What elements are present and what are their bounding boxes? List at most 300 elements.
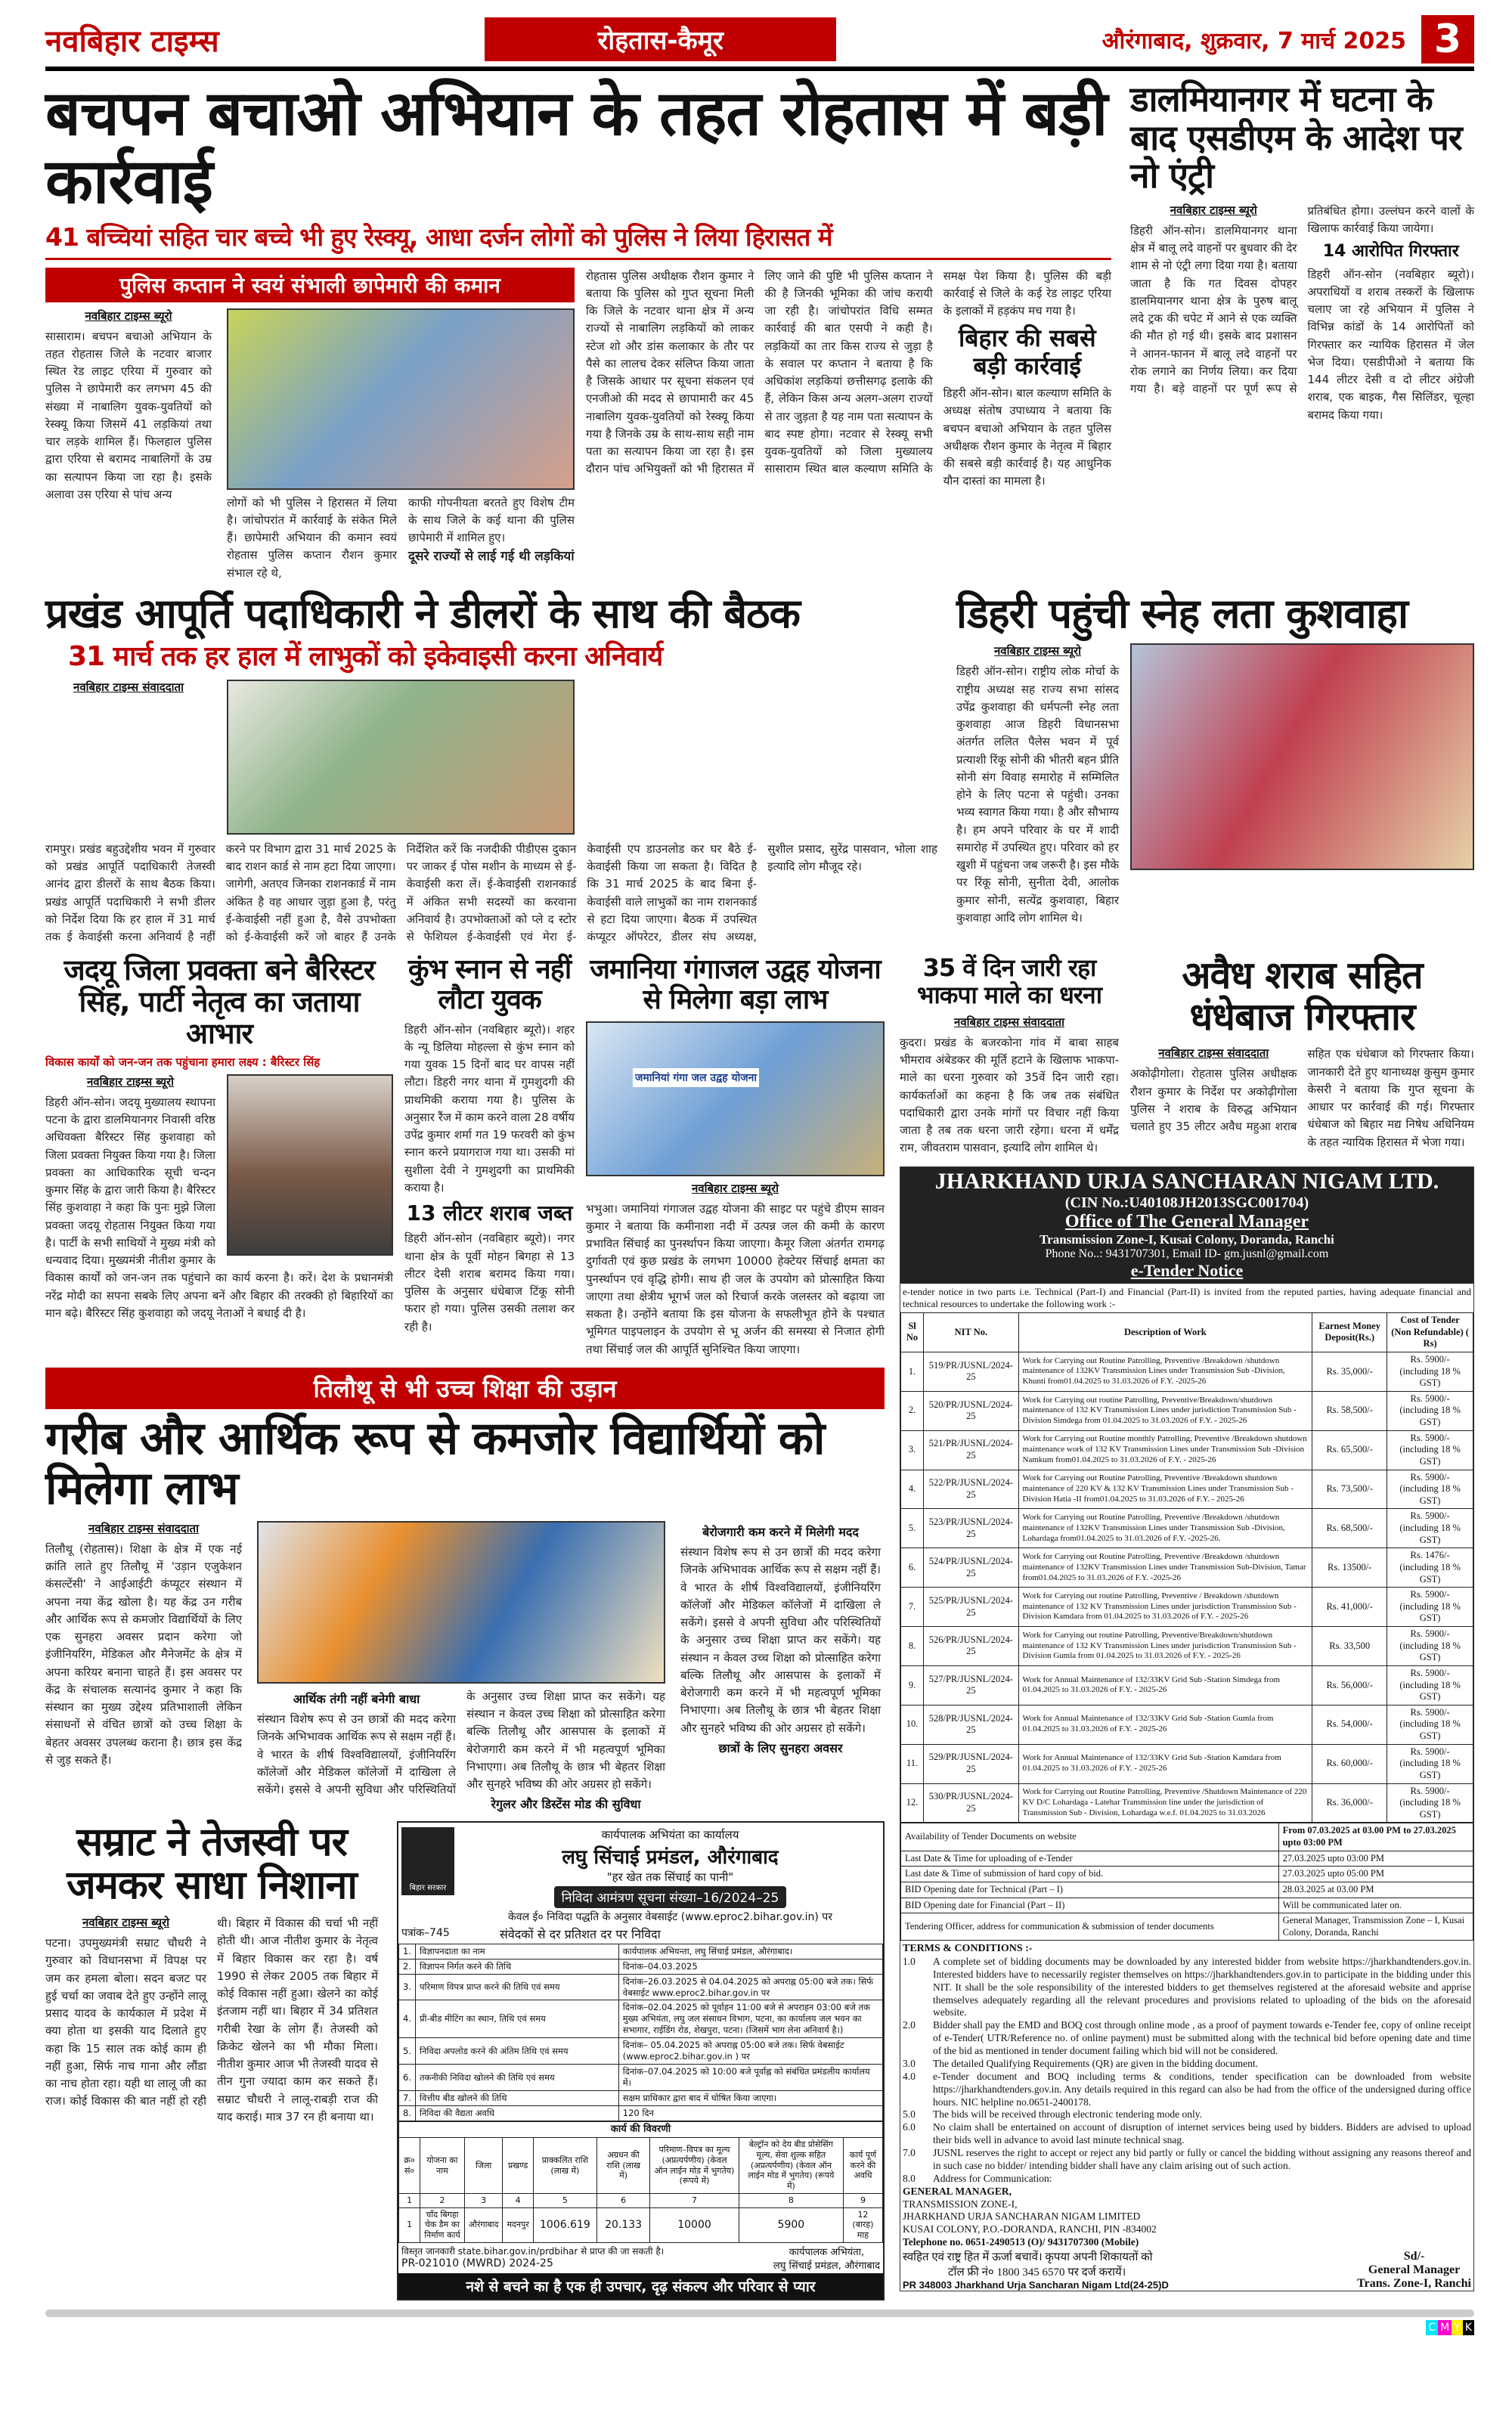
article-text: भभुआ। जमानियां गंगाजल उद्वह योजना की साइट पर पहुंचे डीएम सावन कुमार ने बताया कि कमीनाशा नदी में उत्पन्न जल की कमी के कारण प्रभावित सिंचाई का पुनर्स्थापन किया जाएगा। कैमूर जिला अंतर्गत रामगढ़ दुर्गावती एवं कुछ प्रखंड के लगभग 10000 हेक्टेयर सिंचाई क्षमता का पुनर्स्थापन एवं वृद्धि होगी। साथ ही जल के उपयोग को प्रोत्साहित किया जाएगा तथा क्षेत्रीय भूगर्भ जल को रिचार्ज करके जलस्तर को बढ़ाया जा सकता है। उन्होंने बताया कि इस योजना के सफलीभूत होने के पश्चात भूमिगत पाइपलाइन के उपयोग से भू अर्जन की समस्या से निजात होगी तथा सिंचाई जल की आपूर्ति सुनिश्चित किया जाएगा। bbox=[586, 1201, 885, 1356]
cmyk-c: C bbox=[1426, 2320, 1438, 2335]
edu-column-1 bbox=[45, 1521, 242, 1812]
term-number: 2.0 bbox=[903, 2019, 916, 2031]
info-cell: सक्षम प्राधिकार द्वारा बाद में घोषित किया जाएगा। bbox=[618, 2091, 882, 2106]
work-cell: 5900 bbox=[739, 2207, 843, 2242]
table-cell: Rs. 60,000/- bbox=[1312, 1744, 1387, 1783]
table-cell: Rs. 5900/- (including 18 % GST) bbox=[1387, 1665, 1473, 1705]
pr-number: PR 348003 Jharkhand Urja Sancharan Nigam Ltd(24-25)D bbox=[903, 2279, 1169, 2291]
term-item bbox=[903, 2147, 1471, 2173]
article-text: कुदरा। प्रखंड के बजरकोना गांव में बाबा साहब भीमराव अंबेडकर की मूर्ति हटाने के खिलाफ भाकपा-माले का धरना गुरुवार को 35वें दिन जारी रहा। कार्यकर्ताओं का कहना है कि जब तक संबंधित पदाधिकारी द्वारा उनके मांगों पर विचार नहीं किया जाता है तब तक धरना जारी रहेगा। धरना में धर्मेंद्र राम, जीवतराम पासवान, इत्यादि लोग शामिल थे। bbox=[900, 1035, 1119, 1155]
lead-column-3 bbox=[408, 494, 575, 582]
slogan: "हर खेत तक सिंचाई का पानी" bbox=[606, 1870, 734, 1884]
table-cell: 523/PR/JUSNL/2024-25 bbox=[924, 1509, 1018, 1548]
table-cell: Work for Carrying out Routine Patrolling, Preventive /Breakdown /shutdown maintenance of 132KV Transmission Lines under Transmission Sub -Division, Lohardaga from01.04.2025 to 31.03.2026 of F.Y. -2025-26. bbox=[1018, 1509, 1312, 1548]
table-cell: 5. bbox=[901, 1509, 924, 1548]
table-cell: Rs. 5900/- (including 18 % GST) bbox=[1387, 1627, 1473, 1666]
term-number: 4.0 bbox=[903, 2070, 916, 2082]
byline: नवबिहार टाइम्स संवाददाता bbox=[88, 1521, 199, 1535]
table-cell: Work for Carrying out Routine monthly Patrolling, Preventive /Breakdown shutdown maintenance work of 132 KV Transmission Lines under Transmission Sub -Division Namkum from01.04.2025 to 31.03.2026 of F.Y. - 2025-26 bbox=[1018, 1430, 1312, 1470]
info-row bbox=[399, 2091, 883, 2106]
sneha-headline: डिहरी पहुंची स्नेह लता कुशवाहा bbox=[956, 589, 1408, 637]
callout: दूसरे राज्यों से लाई गई थी लड़कियां bbox=[408, 549, 575, 565]
table-cell: Rs. 33,500 bbox=[1312, 1627, 1387, 1666]
schedule-value: Will be communicated later on. bbox=[1278, 1898, 1473, 1913]
schedule-label: Availability of Tender Documents on website bbox=[901, 1823, 1279, 1851]
schedule-label: Last Date & Time for uploading of e-Tender bbox=[901, 1851, 1279, 1867]
table-cell: Rs. 58,500/- bbox=[1312, 1391, 1387, 1430]
lead-subhead: 41 बच्चियां सहित चार बच्चे भी हुए रेस्क्यू, आधा दर्जन लोगों को पुलिस ने लिया हिरासत में bbox=[45, 224, 1111, 259]
table-cell: 521/PR/JUSNL/2024-25 bbox=[924, 1430, 1018, 1470]
subheading: बेरोजगारी कम करने में मिलेगी मदद bbox=[702, 1524, 859, 1539]
byline: नवबिहार टाइम्स ब्यूरो bbox=[82, 1916, 170, 1930]
work-cell: 12 (बारह) माह bbox=[843, 2207, 882, 2242]
info-cell: निविदा अपलोड करने की अंतिम तिथि एवं समय bbox=[416, 2038, 619, 2065]
table-cell: 524/PR/JUSNL/2024-25 bbox=[924, 1548, 1018, 1588]
info-cell: 3. bbox=[399, 1974, 416, 2000]
table-cell: Rs. 35,000/- bbox=[1312, 1352, 1387, 1391]
notice-info-table bbox=[398, 1944, 883, 2121]
barrister-singh-photo bbox=[227, 1074, 393, 1256]
column-number: 8 bbox=[739, 2193, 843, 2207]
article-text: रामपुर। प्रखंड बहुउद्देशीय भवन में गुरुवार को प्रखंड आपूर्ति पदाधिकारी तेजस्वी आनंद द्वारा डीलरों के साथ बैठक किया। प्रखंड आपूर्ति पदाधिकारी ने सभी डीलर को निर्देश दिया कि हर हाल में 31 मार्च तक ई केवाईसी करना अनिवार्य है नहीं करने पर विभाग द्वारा 31 मार्च 2025 के बाद राशन कार्ड से नाम हटा दिया जाएगा। जागेगी, अतएव जिनका राशनकार्ड में नाम अंकित है वह आधार जुड़ा हुआ है, परंतु ई-केवाईसी नहीं हुआ है, वैसे उपभोक्ता को ई-केवाईसी करें जो बाहर हैं उनके निर्देशित करें कि नजदीकी पीडीएस दुकान पर जाकर ई पोस मशीन के माध्यम से ई-केवाईसी करा लें। ई-केवाईसी राशनकार्ड में अंकित सभी सदस्यों का करवाना अनिवार्य है। उपभोक्ताओं को प्ले द स्टोर से फेशियल ई-केवाईसी एवं मेरा ई-केवाईसी एप डाउनलोड कर घर बैठे ई-केवाईसी किया जा सकता है। विदित है कि 31 मार्च 2025 के बाद बिना ई-केवाईसी वाले लाभुकों का नाम राशनकार्ड से हटा दिया जाएगा। बैठक में उपस्थित कंप्यूटर ऑपरेटर, डीलर संघ अध्यक्ष, सुशील प्रसाद, सुरेंद्र पासवान, भोला शाह इत्यादि लोग मौजूद रहे। bbox=[45, 841, 937, 944]
article-text: अकोढ़ीगोला। रोहतास पुलिस अधीक्षक रौशन कुमार के निर्देश पर अकोढ़ीगोला पुलिस ने शराब के विरुद्ध अभियान चलाते हुए 35 लीटर अवैध महुआ शराब सहित एक धंधेबाज को गिरफ्तार किया। जानकारी देते हुए थानाध्यक्ष कुसुम कुमार केसरी ने बताया कि गुप्त सूचना के आधार पर कार्रवाई की गई। गिरफ्तार धंधेबाज को बिहार मद्य निषेध अधिनियम के तहत न्यायिक हिरासत में भेजा गया। bbox=[1130, 1047, 1474, 1149]
info-cell: दिनांक–07.04.2025 को 10:00 बजे पूर्वाह्न को संबंधित प्रमंडलीय कार्यालय में। bbox=[618, 2065, 882, 2091]
table-row bbox=[901, 1588, 1473, 1627]
article-text: सासाराम। बचपन बचाओ अभियान के तहत रोहतास जिले के नटवार बाजार स्थित रेड लाइट एरिया में गुरुवार को पुलिस ने छापेमारी कर लगभग 45 की संख्या में नाबालिग युवक-युवतियों को रेस्क्यू किया जिसमें 41 लड़कियां तथा चार लड़के शामिल हैं। फिलहाल पुलिस द्वारा एरिया से बरामद नाबालिगों के उम्र का सत्यापन किया जा रहा है। इसके अलावा उस एरिया से पांच अन्य bbox=[45, 329, 212, 501]
address-line: Telephone no. 0651-2490513 (O)/ 9431707300 (Mobile) bbox=[903, 2236, 1139, 2248]
division-name: लघु सिंचाई प्रमंडल, औरंगाबाद bbox=[562, 1845, 779, 1869]
jamania-article bbox=[586, 955, 885, 1358]
table-cell: Work for Carrying out routine Patrolling, Preventive/Breakdown/shutdown maintenance of 132 KV Transmission Lines under jurisdiction Transmission Sub - Division Simdega from 01.04.2025 to 31.03.2026 of F.Y. - 2025-26 bbox=[1018, 1391, 1312, 1430]
address-line: GENERAL MANAGER, bbox=[903, 2185, 1012, 2197]
column-number: 9 bbox=[843, 2193, 882, 2207]
lower-right bbox=[900, 955, 1474, 2300]
work-header: बेल्ट्रॉन को देय बीड प्रोसेसिंग मूल्य, सेवा शुल्क सहित (अप्रत्यर्पणीय) (केवल ऑन लाईन मोड में भुगतेय) (रूपये में) bbox=[739, 2138, 843, 2194]
bihar-emblem: बिहार सरकार bbox=[401, 1827, 454, 1895]
pr-number: PR-021010 (MWRD) 2024-25 bbox=[401, 2257, 553, 2269]
notice-line2: संवेदकों से दर प्रतिशत दर पर निविदा bbox=[500, 1926, 661, 1941]
info-cell: तकनीकी निविदा खोलने की तिथि एवं समय bbox=[416, 2065, 619, 2091]
article-text: पटना। उपमुख्यमंत्री सम्राट चौधरी ने गुरुवार को विधानसभा में विपक्ष पर जम कर हमला बोला। सदन बजट पर हुई चर्चा का जवाब देते हुए उन्होंने लालू प्रसाद यादव के कार्यकाल में प्रदेश में क्या होता था इसकी याद दिलाते हुए कहा कि 15 साल तक कोई काम ही नहीं हुआ, सिर्फ नाच गाना और लौंडा का नाच होता रहा। यही था लालू जी का राज। कोई विकास की बात नहीं हो रही थी। बिहार में विकास की चर्चा भी नहीं होती थी। आज नीतीश कुमार के नेतृत्व में बिहार विकास कर रहा है। वर्ष 1990 से लेकर 2005 तक बिहार में कोई विकास नहीं हुआ। खेलने का कोई इंतजाम नहीं था। बिहार में 34 प्रतिशत गरीबी रेखा के लोग हैं। तेजस्वी को क्रिकेट खेलने का भी मौका मिला। नीतीश कुमार आज भी तेजस्वी यादव से तीन गुना ज्यादा काम कर सकते हैं। सम्राट चौधरी ने लालू-राबड़ी राज की याद कराई। मात्र 37 रन ही बनाया था। bbox=[45, 1916, 378, 2124]
lead-headline: बचपन बचाओ अभियान के तहत रोहतास में बड़ी कार्रवाई bbox=[45, 78, 1108, 218]
info-row bbox=[399, 2000, 883, 2038]
subheading: 13 लीटर शराब जब्त bbox=[406, 1201, 573, 1226]
lead-columns bbox=[586, 268, 1111, 582]
table-row bbox=[901, 1705, 1473, 1744]
sneha-story bbox=[956, 591, 1474, 946]
table-cell: 527/PR/JUSNL/2024-25 bbox=[924, 1665, 1018, 1705]
edu-headline: गरीब और आर्थिक रूप से कमजोर विद्यार्थियों को मिलेगा लाभ bbox=[45, 1411, 825, 1515]
table-cell: 529/PR/JUSNL/2024-25 bbox=[924, 1744, 1018, 1783]
subheading: छात्रों के लिए सुनहरा अवसर bbox=[718, 1740, 843, 1755]
table-cell: Rs. 68,500/- bbox=[1312, 1509, 1387, 1548]
article-text: डिहरी ऑन-सोन। बाल कल्याण समिति के अध्यक्ष संतोष उपाध्याय ने बताया कि बचपन बचाओ अभियान के तहत पुलिस अधीक्षक रौशन कुमार के नेतृत्व में बिहार की सबसे बड़ी कार्रवाई है। यह आधुनिक यौन दास्तां का मामला है। bbox=[943, 386, 1111, 488]
tender-schedule bbox=[900, 1823, 1473, 1941]
column-header: Sl No bbox=[901, 1313, 924, 1352]
liquor-headline: अवैध शराब सहित धंधेबाज गिरफ्तार bbox=[1182, 953, 1423, 1039]
signature-line: General Manager bbox=[1368, 2263, 1461, 2277]
byline: नवबिहार टाइम्स ब्यूरो bbox=[691, 1181, 779, 1195]
edu-banner: तिलौथू से भी उच्च शिक्षा की उड़ान bbox=[45, 1368, 885, 1409]
office-name: कार्यपालक अभियंता का कार्यालय bbox=[601, 1827, 739, 1842]
info-cell: 1. bbox=[399, 1944, 416, 1959]
address: Transmission Zone-I, Kusai Colony, Doranda, Ranchi bbox=[1040, 1231, 1334, 1247]
table-row bbox=[901, 1627, 1473, 1666]
table-row bbox=[901, 1352, 1473, 1391]
table-cell: 519/PR/JUSNL/2024-25 bbox=[924, 1352, 1018, 1391]
table-cell: Rs. 5900/- (including 18 % GST) bbox=[1387, 1705, 1473, 1744]
subheading: रेगुलर और डिस्टेंस मोड की सुविधा bbox=[491, 1797, 641, 1812]
table-cell: Rs. 41,000/- bbox=[1312, 1588, 1387, 1627]
samrat-article bbox=[45, 1821, 378, 2300]
schedule-row bbox=[901, 1882, 1473, 1898]
table-row bbox=[901, 1470, 1473, 1509]
meeting-photo bbox=[227, 680, 575, 835]
column-number: 2 bbox=[420, 2193, 465, 2207]
work-cell: 20.133 bbox=[597, 2207, 650, 2242]
work-details-table bbox=[398, 2121, 883, 2243]
byline: नवबिहार टाइम्स ब्यूरो bbox=[85, 308, 172, 323]
signatory-office: लघु सिंचाई प्रमंडल, औरंगाबाद bbox=[773, 2260, 880, 2272]
info-cell: 4. bbox=[399, 2000, 416, 2038]
info-cell: परिमाण विपत्र प्राप्त करने की तिथि एवं समय bbox=[416, 1974, 619, 2000]
info-row bbox=[399, 1974, 883, 2000]
office: Office of The General Manager bbox=[1064, 1211, 1309, 1231]
column-number: 3 bbox=[464, 2193, 503, 2207]
column-number: 6 bbox=[597, 2193, 650, 2207]
schedule-row bbox=[901, 1851, 1473, 1867]
table-cell: Rs. 5900/- (including 18 % GST) bbox=[1387, 1391, 1473, 1430]
caption-row bbox=[399, 2121, 883, 2137]
term-number: 7.0 bbox=[903, 2147, 916, 2159]
work-header: प्रखण्ड bbox=[503, 2138, 533, 2194]
section-label: रोहतास-कैमूर bbox=[485, 17, 836, 61]
jdu-headline: जदयू जिला प्रवक्ता बने बैरिस्टर सिंह, पार्टी नेतृत्व का जताया आभार bbox=[64, 953, 375, 1050]
column-number: 4 bbox=[503, 2193, 533, 2207]
jamania-headline: जमानिया गंगाजल उद्वह योजना से मिलेगा बड़ा लाभ bbox=[590, 954, 881, 1015]
table-cell: 530/PR/JUSNL/2024-25 bbox=[924, 1783, 1018, 1823]
jdu-subhead: विकास कार्यों को जन-जन तक पहुंचाना हमारा लक्ष्य : बैरिस्टर सिंह bbox=[45, 1055, 321, 1069]
term-item bbox=[903, 2019, 1471, 2058]
edu-columns bbox=[257, 1688, 665, 1812]
bhakpa-headline: 35 वें दिन जारी रहा भाकपा माले का धरना bbox=[916, 953, 1102, 1009]
term-number: 5.0 bbox=[903, 2108, 916, 2121]
term-text: JUSNL reserves the right to accept or reject any bid partly or fully or cancel the bidding without assigning any reasons thereof and in such case no bidder/ intending bidder shall have any claim arising out of such action. bbox=[933, 2147, 1471, 2171]
band-supply bbox=[45, 591, 1474, 946]
info-cell: 2. bbox=[399, 1959, 416, 1974]
column-number: 5 bbox=[533, 2193, 596, 2207]
article-text: डिहरी ऑन-सोन। जदयू मुख्यालय स्थापना पटना के द्वारा डालमियानगर निवासी वरिष्ठ अधिवक्ता बैरिस्टर सिंह कुशवाहा को जिला प्रवक्ता नियुक्त किया गया है। जिला प्रवक्ता का आधिकारिक सूची चन्दन कुमार सिंह के द्वारा जारी किया है। बैरिस्टर सिंह कुशवाहा ने कहा कि पुनः मुझे जिला प्रवक्ता जदयू रोहतास नियुक्त किया गया है। पार्टी के सभी साथियों ने मुख्य मंत्री को धन्यवाद दिया। मुख्यमंत्री नीतीश कुमार के विकास कार्यों को जन-जन तक पहुंचाने का कार्य करना है। करें। देश के प्रधानमंत्री नरेंद्र मोदी का सपना सबके लिए अपना बनें और बिहार की तरक्की हो बिहारियों का मान बढ़े। बैरिस्टर सिंह कुशवाहा को जदयू नेताओं ने बधाई दी है। bbox=[45, 1095, 393, 1320]
newspaper-logo: नवबिहार टाइम्स bbox=[45, 23, 219, 59]
info-row bbox=[399, 2105, 883, 2121]
cmyk-k: K bbox=[1463, 2320, 1474, 2335]
work-header: क्र० सं० bbox=[399, 2138, 420, 2194]
kumbh-headline: कुंभ स्नान से नहीं लौटा युवक bbox=[407, 954, 572, 1015]
scheme-banner-photo bbox=[586, 1021, 885, 1176]
article-text: लोगों को भी पुलिस ने हिरासत में लिया है। जांचोपरांत में कार्रवाई के संकेत मिले हैं। छापेमारी अभियान की कमान स्वयं रोहतास पुलिस कप्तान रौशन कुमार संभाल रहे थे, bbox=[227, 495, 397, 580]
info-cell: दिनांक–26.03.2025 से 04.04.2025 को अपराह्न 05:00 बजे तक। सिर्फ वेबसाईट www.eproc2.bihar.gov.in पर bbox=[618, 1974, 882, 2000]
table-row bbox=[901, 1783, 1473, 1823]
table-cell: 526/PR/JUSNL/2024-25 bbox=[924, 1627, 1018, 1666]
work-caption: कार्य की विवरणी bbox=[399, 2121, 883, 2137]
table-cell: Work for Annual Maintenance of 132/33KV Grid Sub -Station Simdega from 01.04.2025 to 31.03.2026 of F.Y. - 2025-26 bbox=[1018, 1665, 1312, 1705]
scheme-banner-text: जमानियां गंगा जल उद्वह योजना bbox=[633, 1068, 759, 1087]
table-cell: Rs. 5900/- (including 18 % GST) bbox=[1387, 1352, 1473, 1391]
table-cell: 9. bbox=[901, 1665, 924, 1705]
article-text: डिहरी ऑन-सोन (नवबिहार ब्यूरो)। अपराधियों व शराब तस्करों के खिलाफ चलाए जा रहे अभियान में पुलिस ने विभिन्न कांडों के 14 आरोपितों को गिरफ्तार कर न्यायिक हिरासत में जेल भेज दिया। एसडीपीओ ने बताया कि 144 लीटर देसी व दो लीटर अंग्रेजी शराब, एक बाइक, गैस सिलिंडर, चूल्हा बरामद किया गया। bbox=[1307, 267, 1474, 422]
article-text: संस्थान विशेष रूप से उन छात्रों की मदद करेगा जिनके अभिभावक आर्थिक रूप से सक्षम नहीं हैं। वे भारत के शीर्ष विश्वविद्यालयों, इंजीनियरिंग कॉलेजों और मेडिकल कॉलेजों में दाखिला ले सकेंगे। इससे वे अपनी सुविधा और परिस्थितियों के अनुसार उच्च शिक्षा प्राप्त कर सकेंगे। यह संस्थान न केवल उच्च शिक्षा को प्रोत्साहित करेगा बल्कि तिलौथू और आसपास के इलाकों में बेरोजगारी कम करने में भी महत्वपूर्ण भूमिका निभाएगा। अब तिलौथू के छात्र भी बेहतर शिक्षा और सुनहरे भविष्य की ओर अग्रसर हो सकेंगे। bbox=[257, 1689, 665, 1797]
cmyk-y: Y bbox=[1452, 2320, 1463, 2335]
sneha-column bbox=[956, 643, 1119, 927]
energy-slogan: स्वहित एवं राष्ट्र हित में ऊर्जा बचावें। कृपया अपनी शिकायतों को bbox=[903, 2251, 1153, 2264]
term-text: The bids will be received through electronic tendering mode only. bbox=[933, 2108, 1203, 2121]
byline: नवबिहार टाइम्स संवाददाता bbox=[73, 680, 184, 694]
samrat-headline: सम्राट ने तेजस्वी पर जमकर साधा निशाना bbox=[67, 1819, 357, 1908]
table-row bbox=[901, 1665, 1473, 1705]
article-text: डिहरी ऑन-सोन (नवबिहार ब्यूरो)। नगर थाना क्षेत्र के पूर्वी मोहन बिगहा से 13 लीटर देसी शराब बरामद किया गया। पुलिस के अनुसार धंधेबाज टिंकू सोनी फरार हो गया। पुलिस उसकी तलाश कर रही है। bbox=[404, 1231, 575, 1334]
table-cell: Work for Carrying out routine Patrolling, Preventive / Breakdown /shutdown maintenance of 132 KV Transmission Lines under jurisdiction Transmission Sub -Division Kamdara from 01.04.2025 to 31.03.2026 of F.Y. - 2025-26 bbox=[1018, 1588, 1312, 1627]
info-cell: 6. bbox=[399, 2065, 416, 2091]
table-cell: Rs. 1476/- (including 18 % GST) bbox=[1387, 1548, 1473, 1588]
term-number: 3.0 bbox=[903, 2057, 916, 2069]
kumbh-column bbox=[404, 955, 575, 1358]
table-cell: 520/PR/JUSNL/2024-25 bbox=[924, 1391, 1018, 1430]
term-number: 1.0 bbox=[903, 1955, 916, 1967]
schedule-label: BID Opening date for Technical (Part – I) bbox=[901, 1882, 1279, 1898]
company-name: JHARKHAND URJA SANCHARAN NIGAM LTD. bbox=[934, 1168, 1439, 1194]
patrank: पत्रांक–745 bbox=[401, 1926, 450, 1939]
table-cell: Rs. 5900/- (including 18 % GST) bbox=[1387, 1744, 1473, 1783]
schedule-label: Last date & Time of submission of hard copy of bid. bbox=[901, 1867, 1279, 1882]
work-cell: चाँद बिगहा चेक डैम का निर्माण कार्य bbox=[420, 2207, 465, 2242]
dalmia-article bbox=[1130, 80, 1474, 582]
article-text: डिहरी ऑन-सोन (नवबिहार ब्यूरो)। शहर के न्यू डिलिया मोहल्ला से कुंभ स्नान को गया युवक 15 दिनों बाद घर वापस नहीं लौटा। डिहरी नगर थाना में गुमशुदगी की प्राथमिकी कराया गया है। पुलिस के अनुसार रैंज में काम करने वाला 28 वर्षीय उपेंद्र कुमार शर्मा गत 19 फरवरी को कुंभ स्नान करने प्रयागराज गया था। उसकी मां सुशीला देवी ने गुमशुदगी का प्राथमिकी कराया है। bbox=[404, 1022, 575, 1194]
table-cell: Rs. 5900/- (including 18 % GST) bbox=[1387, 1783, 1473, 1823]
term-item bbox=[903, 2071, 1471, 2109]
article-text: तिलौथू (रोहतास)। शिक्षा के क्षेत्र में एक नई क्रांति लाते हुए तिलौथू में 'उड़ान एजुकेशन कंसल्टेंसी' ने आईआईटी कंप्यूटर संस्थान में अपना नया केंद्र खोला है। यह केंद्र उन गरीब और आर्थिक रूप से कमजोर विद्यार्थियों के लिए एक सुनहरा अवसर प्रदान करेगा जो इंजीनियरिंग, मेडिकल और मैनेजमेंट के क्षेत्र में अपना करियर बनाना चाहते हैं। इस अवसर पर केंद्र के संचालक सत्यानंद कुमार ने कहा कि संस्थान का मुख्य उद्देश्य प्रतिभाशाली लेकिन संसाधनों से वंचित छात्रों को उच्च शिक्षा के बेहतर अवसर उपलब्ध कराना है। छात्र इस केंद्र से जुड़ सकते हैं। bbox=[45, 1541, 242, 1767]
info-cell: विज्ञापन निर्गत करने की तिथि bbox=[416, 1959, 619, 1974]
table-cell: Rs. 54,000/- bbox=[1312, 1705, 1387, 1744]
table-cell: Work for Carrying out Routine Patrolling, Preventive /Breakdown /shutdown maintenance of 132KV Transmission Lines under Transmission Sub-Division, Tamar from01.04.2025 to 31.03.2026 of F.Y. -2025-26 bbox=[1018, 1548, 1312, 1588]
term-item bbox=[903, 2173, 1471, 2186]
cmyk-m: M bbox=[1438, 2320, 1452, 2335]
work-header-row bbox=[399, 2138, 883, 2194]
term-text: e-Tender document and BOQ including terms & conditions, tender specification can be downloaded from website https://jharkhandtenders.gov.in. Any details required in this regard can also be had from the office of the undersigned during office hours. NIC helpline no.0651-2400178. bbox=[933, 2070, 1471, 2108]
sneha-photo bbox=[1130, 643, 1474, 870]
supply-subhead: 31 मार्च तक हर हाल में लाभुकों को इकेवाइसी करना अनिवार्य bbox=[68, 641, 663, 673]
signature bbox=[1357, 2250, 1471, 2291]
table-cell: 522/PR/JUSNL/2024-25 bbox=[924, 1470, 1018, 1509]
lower-left bbox=[45, 955, 885, 2300]
supply-headline: प्रखंड आपूर्ति पदाधिकारी ने डीलरों के साथ की बैठक bbox=[45, 589, 801, 637]
band-lead bbox=[45, 80, 1474, 582]
byline: नवबिहार टाइम्स ब्यूरो bbox=[1170, 203, 1257, 217]
table-cell: Work for Carrying out Routine Patrolling, Preventive /Breakdown shutdown maintenance of 220 KV & 132 KV Transmission Lines under Transmission Sub -Division Hatia -II from01.04.2025 to 31.03.2026 of F.Y. - 2025-26 bbox=[1018, 1470, 1312, 1509]
info-cell: वित्तीय बीड खोलने की तिथि bbox=[416, 2091, 619, 2106]
jusnl-tender-ad bbox=[900, 1166, 1474, 2292]
info-row bbox=[399, 1944, 883, 1959]
term-number: 6.0 bbox=[903, 2121, 916, 2133]
page-number: 3 bbox=[1421, 15, 1474, 64]
table-row bbox=[901, 1744, 1473, 1783]
schedule-value: 27.03.2025 upto 05:00 PM bbox=[1278, 1867, 1473, 1882]
table-cell: Rs. 5900/- (including 18 % GST) bbox=[1387, 1470, 1473, 1509]
work-header: प्राक्कलित राशि (लाख में) bbox=[533, 2138, 596, 2194]
table-cell: Work for Annual Maintenance of 132/33KV Grid Sub -Station Gumla from 01.04.2025 to 31.03.2026 of F.Y. - 2025-26 bbox=[1018, 1705, 1312, 1744]
address-line: TRANSMISSION ZONE-I, bbox=[903, 2198, 1018, 2210]
info-cell: दिनांक– 05.04.2025 को अपराह्न 05:00 बजे तक। सिर्फ वेबसाईट (www.eproc2.bihar.gov.in ) पर bbox=[618, 2038, 882, 2065]
table-cell: 10. bbox=[901, 1705, 924, 1744]
terms-title: TERMS & CONDITIONS :- bbox=[903, 1943, 1033, 1955]
dateline: औरंगाबाद, शुक्रवार, 7 मार्च 2025 bbox=[1101, 27, 1406, 54]
terms-list bbox=[903, 1956, 1471, 2186]
table-row bbox=[901, 1391, 1473, 1430]
column-number-row bbox=[399, 2193, 883, 2207]
table-cell: 7. bbox=[901, 1588, 924, 1627]
table-cell: Rs. 5900/- (including 18 % GST) bbox=[1387, 1430, 1473, 1470]
column-number: 7 bbox=[650, 2193, 739, 2207]
supply-column-1 bbox=[45, 680, 212, 835]
table-cell: Work for Carrying out routine Patrolling, Preventive/Breakdown/shutdown maintenance of 132 KV Transmission Lines under jurisdiction Transmission Sub - Division Gumla from 01.04.2025 to 31.03.2026 of F.Y. - 2025-26 bbox=[1018, 1627, 1312, 1666]
anti-drug-band: नशे से बचने का है एक ही उपचार, दृढ़ संकल्प और परिवार से प्यार bbox=[398, 2273, 883, 2299]
info-row bbox=[399, 2065, 883, 2091]
work-cell: 10000 bbox=[650, 2207, 739, 2242]
schedule-value: 27.03.2025 upto 03:00 PM bbox=[1278, 1851, 1473, 1867]
info-cell: प्री-बीड मीटिंग का स्थान, तिथि एवं समय bbox=[416, 2000, 619, 2038]
term-text: A complete set of bidding documents may be downloaded by any interested bidder from website https://jharkhandtenders.gov.in. Interested bidders have to necessarily register themselves on https://jharkhandtenders.gov.in to participate in the bidding under this NIT. It shall be the sole responsibility of the interested bidders to get themselves registered at the aforesaid website and apprise themselves adequately regarding all the relevant procedures and provisions related to uploading of the bids on the aforesaid website. bbox=[933, 1955, 1471, 2018]
info-cell: कार्यपालक अभियन्ता, लघु सिंचाई प्रमंडल, औरंगाबाद। bbox=[618, 1944, 882, 1959]
info-cell: 8. bbox=[399, 2105, 416, 2121]
table-cell: Work for Annual Maintenance of 132/33KV Grid Sub -Station Kamdara from 01.04.2025 to 31.03.2026 of F.Y. - 2025-26 bbox=[1018, 1744, 1312, 1783]
signatory: कार्यपालक अभियंता, bbox=[789, 2246, 865, 2258]
byline: नवबिहार टाइम्स ब्यूरो bbox=[86, 1074, 175, 1089]
work-header: योजना का नाम bbox=[420, 2138, 465, 2194]
supply-story bbox=[45, 591, 937, 946]
table-cell: 525/PR/JUSNL/2024-25 bbox=[924, 1588, 1018, 1627]
column-header: Description of Work bbox=[1018, 1313, 1312, 1352]
address-line: KUSAI COLONY, P.O.-DORANDA, RANCHI, PIN -834002 bbox=[903, 2223, 1157, 2235]
info-cell: विज्ञापनदाता का नाम bbox=[416, 1944, 619, 1959]
subheading: 14 आरोपित गिरफ्तार bbox=[1322, 242, 1459, 262]
band-lower bbox=[45, 955, 1474, 2300]
article-text: काफी गोपनीयता बरतते हुए विशेष टीम के साथ जिले के कई थाना की पुलिस छापेमारी में शामिल हुए। bbox=[408, 495, 575, 545]
schedule-label: Tendering Officer, address for communication & submission of tender documents bbox=[901, 1913, 1279, 1941]
schedule-row bbox=[901, 1823, 1473, 1851]
term-item bbox=[903, 2108, 1471, 2121]
table-cell: Rs. 65,500/- bbox=[1312, 1430, 1387, 1470]
subheading: आर्थिक तंगी नहीं बनेगी बाधा bbox=[293, 1691, 420, 1706]
info-cell: निविदा की वैद्यता अवधि bbox=[416, 2105, 619, 2121]
lead-story bbox=[45, 80, 1111, 582]
schedule-value: From 07.03.2025 at 03.00 PM to 27.03.2025 upto 03:00 PM bbox=[1278, 1823, 1473, 1851]
table-cell: 1. bbox=[901, 1352, 924, 1391]
dalmia-headline: डालमियानगर में घटना के बाद एसडीएम के आदेश पर नो एंट्री bbox=[1130, 79, 1462, 197]
contact: Phone No..: 9431707301, Email ID- gm.jusnl@gmail.com bbox=[1045, 1247, 1329, 1260]
term-item bbox=[903, 1956, 1471, 2019]
tender-table bbox=[900, 1312, 1473, 1823]
lead-banner: पुलिस कप्तान ने स्वयं संभाली छापेमारी की कमान bbox=[45, 268, 575, 302]
table-cell: 528/PR/JUSNL/2024-25 bbox=[924, 1705, 1018, 1744]
article-text: रोहतास पुलिस अधीक्षक रौशन कुमार ने बताया कि पुलिस को गुप्त सूचना मिली कि जिले के नटवार थाना क्षेत्र में अन्य राज्यों से नाबालिग लड़कियों को लाकर स्टेज शो और डांस कलाकार के तौर पर पैसे का लालच देकर संलिप्त किया जाता है जिसके आधार पर सूचना संकलन एवं एनजीओ की मदद से छापामारी कर 45 नाबालिग युवक-युवतियों को रेस्क्यू किया गया है जिनके उम्र के साथ-साथ सही नाम पता का सत्यापन किया जा रहा है। इस दौरान पांच अभियुक्तों को भी हिरासत में लिए जाने की पुष्टि भी पुलिस कप्तान ने की है जिनकी भूमिका की जांच करायी जा रही है। जांचोपरांत विधि सम्मत कार्रवाई की बात एसपी ने कही है। लड़कियों का तार किस राज्य से जुड़ा है के सवाल पर कप्तान ने बताया है कि अधिकांश लड़कियां छत्तीसगढ़ इलाके की हैं, लेकिन किस अन्य अलग-अलग राज्यों से तार जुड़ता है यह नाम पता सत्यापन के बाद स्पष्ट होगा। नटवार से रेस्क्यू सभी युवक-युवतियों को जिला मुख्यालय सासाराम स्थित बाल कल्याण समिति के समक्ष पेश किया है। पुलिस की बड़ी कार्रवाई से जिले के कई रेड लाइट एरिया के इलाकों में हड़कंप मच गया है। bbox=[586, 268, 1111, 476]
info-cell: 7. bbox=[399, 2091, 416, 2106]
term-item bbox=[903, 2058, 1471, 2071]
work-cell: मदनपुर bbox=[503, 2207, 533, 2242]
article-text: संस्थान विशेष रूप से उन छात्रों की मदद करेगा जिनके अभिभावक आर्थिक रूप से सक्षम नहीं हैं। वे भारत के शीर्ष विश्वविद्यालयों, इंजीनियरिंग कॉलेजों और मेडिकल कॉलेजों में दाखिला ले सकेंगे। इससे वे अपनी सुविधा और परिस्थितियों के अनुसार उच्च शिक्षा प्राप्त कर सकेंगे। यह संस्थान न केवल उच्च शिक्षा को प्रोत्साहित करेगा बल्कि तिलौथू और आसपास के इलाकों में बेरोजगारी कम करने में भी महत्वपूर्ण भूमिका निभाएगा। अब तिलौथू के छात्र भी बेहतर शिक्षा और सुनहरे भविष्य की ओर अग्रसर हो सकेंगे। bbox=[680, 1545, 881, 1735]
notice-line1: केवल ई० निविदा पद्धति के अनुसार वेबसाईट (www.eproc2.bihar.gov.in) पर bbox=[508, 1910, 832, 1923]
table-cell: Work for Carrying out Routine Patrolling, Preventive /Shutdown Maintenance of 220 KV D/C Lohardaga - Latehar Transmission line under the jurisdiction of Transmission Sub - Division, Lohardaga w.e.f. 01.04.2025 to 31.03.2026 bbox=[1018, 1783, 1312, 1823]
raid-photo bbox=[227, 308, 575, 490]
term-item bbox=[903, 2121, 1471, 2147]
schedule-value: General Manager, Transmission Zone – I, Kusai Colony, Doranda, Ranchi bbox=[1278, 1913, 1473, 1941]
term-text: The detailed Qualifying Requirements (QR) are given in the bidding document. bbox=[933, 2057, 1259, 2069]
table-cell: Rs. 56,000/- bbox=[1312, 1665, 1387, 1705]
table-cell: 11. bbox=[901, 1744, 924, 1783]
table-cell: 12. bbox=[901, 1783, 924, 1823]
byline: नवबिहार टाइम्स संवाददाता bbox=[954, 1015, 1064, 1029]
table-row bbox=[901, 1509, 1473, 1548]
edu-column-right bbox=[680, 1521, 881, 1812]
table-cell: Rs. 13500/- bbox=[1312, 1548, 1387, 1588]
address-line: JHARKHAND URJA SANCHARAN NIGAM LIMITED bbox=[903, 2210, 1141, 2223]
cin: (CIN No.:U40108JH2013SGC001704) bbox=[1064, 1194, 1309, 1211]
table-cell: Rs. 73,500/- bbox=[1312, 1470, 1387, 1509]
toll-free: टॉल फ्री नं० 1800 345 6570 पर दर्ज करायें। bbox=[948, 2266, 1126, 2279]
lead-column-1 bbox=[45, 308, 212, 582]
table-cell: 3. bbox=[901, 1430, 924, 1470]
subheading: बिहार की सबसे बड़ी कार्रवाई bbox=[959, 324, 1096, 381]
info-cell: 5. bbox=[399, 2038, 416, 2065]
header-row bbox=[901, 1313, 1473, 1352]
table-cell: 8. bbox=[901, 1627, 924, 1666]
column-header: NIT No. bbox=[924, 1313, 1018, 1352]
bhakpa-article bbox=[900, 955, 1119, 1157]
info-cell: 120 दिन bbox=[618, 2105, 882, 2121]
signature-line: Trans. Zone-I, Ranchi bbox=[1357, 2277, 1471, 2291]
schedule-row bbox=[901, 1898, 1473, 1913]
byline: नवबिहार टाइम्स ब्यूरो bbox=[993, 644, 1082, 658]
tender-title: e-Tender Notice bbox=[1130, 1260, 1244, 1280]
info-cell: दिनांक–02.04.2025 को पूर्वाहन 11:00 बजे से अपराहन 03:00 बजे तक मुख्य अभियंता, लघु जल संसाधन विभाग, पटना, का कार्यालय जल भवन का सभागार, राईडिंग रोड, शेखपुरा, पटना। (जिसमें भाग लेना अनिवार्य है।) bbox=[618, 2000, 882, 2038]
schedule-row bbox=[901, 1867, 1473, 1882]
table-cell: 2. bbox=[901, 1391, 924, 1430]
work-cell-row bbox=[399, 2207, 883, 2242]
article-text: डिहरी ऑन-सोन। राष्ट्रीय लोक मोर्चा के राष्ट्रीय अध्यक्ष सह राज्य सभा सांसद उपेंद्र कुशवाहा की धर्मपत्नी स्नेह लता कुशवाहा आज डिहरी विधानसभा अंतर्गत ललित पैलेस भवन में पूर्व प्रत्याशी रिंकू सोनी की भीतरी बहन प्रीति सोनी संग विवाह समारोह में सम्मिलित होने के लिए पटना से पहुंची। उनका भव्य स्वागत किया गया। है और सौभाग्य है। हम अपने परिवार के घर में शादी समारोह में उपस्थित हुए। परिवार को हर खुशी में पहुंचना जब जरूरी है। इस मौके पर रिंकू सोनी, सुनीता देवी, आलोक कुमार सोनी, सत्येंद्र कुशवाहा, बिहार कुशवाहा आदि लोग शामिल थे। bbox=[956, 665, 1119, 925]
students-photo bbox=[257, 1521, 665, 1684]
notice-number: निविदा आमंत्रण सूचना संख्या–16/2024–25 bbox=[554, 1886, 787, 1908]
liquor-article bbox=[1130, 955, 1474, 1157]
table-cell: 4. bbox=[901, 1470, 924, 1509]
term-text: Bidder shall pay the EMD and BOQ cost through online mode , as a proof of payment towards e-Tender fee, copy of online receipt of e-Tender( UTR/Reference no. of online payment) must be submitted along with the technical bid before opening date and time of the bid as mentioned in tender document failing which bid will not be considered. bbox=[933, 2019, 1471, 2057]
article-text: डिहरी ऑन-सोन। डालमियानगर थाना क्षेत्र में बालू लदे वाहनों पर बुधवार की देर शाम से नो एंट्री लगा दिया गया है। बताया जाता है कि गत दिवस दोपहर डालमियानगर थाना क्षेत्र के पुरुष बालू लदे ट्रक की चपेट में आने से एक व्यक्ति की मौत हो गई थी। इसके बाद प्रशासन ने आनन-फानन में बालू लदे वाहनों पर रोक लगाने का निर्णय लिया। कर दिया गया है। बड़े वाहनों पर पूर्ण रूप से प्रतिबंधित होगा। उल्लंघन करने वालों के खिलाफ कार्रवाई किया जायेगा। bbox=[1130, 203, 1474, 396]
signature-line: Sd/- bbox=[1403, 2250, 1425, 2263]
table-cell: Work for Carrying out Routine Patrolling, Preventive /Breakdown /shutdown maintenance of 132KV Transmission Lines under Transmission Sub -Division, Khunti from01.04.2025 to 31.03.2026 of F.Y. -2025-26 bbox=[1018, 1352, 1312, 1391]
work-header: अग्रधन की राशि (लाख में) bbox=[597, 2138, 650, 2194]
term-number: 8.0 bbox=[903, 2172, 916, 2184]
table-cell: Rs. 36,000/- bbox=[1312, 1783, 1387, 1823]
registration-bar bbox=[45, 2310, 1474, 2317]
byline: नवबिहार टाइम्स संवाददाता bbox=[1158, 1046, 1269, 1061]
schedule-row bbox=[901, 1913, 1473, 1941]
column-header: Earnest Money Deposit(Rs.) bbox=[1312, 1313, 1387, 1352]
column-header: Cost of Tender (Non Refundable) ( Rs) bbox=[1387, 1313, 1473, 1352]
work-cell: 1 bbox=[399, 2207, 420, 2242]
term-text: Address for Communication: bbox=[933, 2172, 1052, 2184]
work-header: जिला bbox=[464, 2138, 503, 2194]
jdu-story bbox=[45, 955, 393, 1358]
table-cell: Rs. 5900/- (including 18 % GST) bbox=[1387, 1509, 1473, 1548]
tender-intro: e-tender notice in two parts i.e. Technical (Part-I) and Financial (Part-II) is invited from the reputed parties, having adequate financial and technical resources to undertake the following work :- bbox=[903, 1285, 1471, 1309]
info-row bbox=[399, 1959, 883, 1974]
